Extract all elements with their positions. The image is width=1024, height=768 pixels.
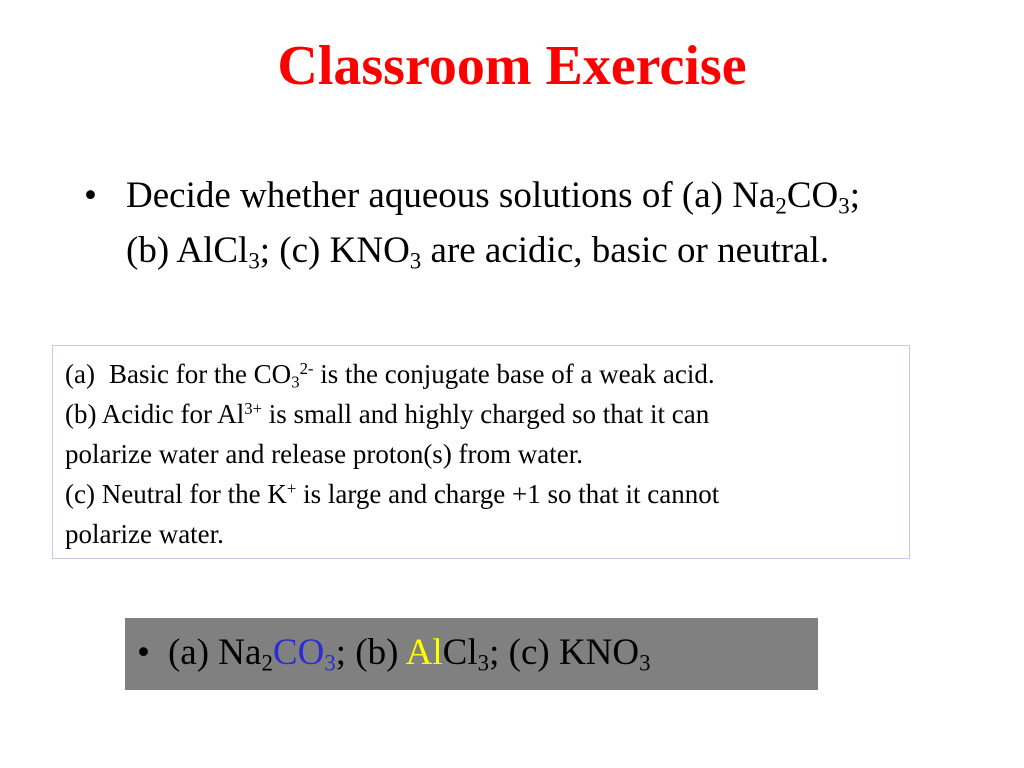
subscript: 3: [291, 372, 300, 392]
bullet-dot: •: [137, 632, 150, 673]
superscript: +: [286, 478, 297, 498]
bullet-dot: •: [84, 175, 97, 216]
carbonate-highlight: [272, 632, 336, 676]
subscript: 3: [639, 650, 651, 676]
highlight-part: ; (c) KNO: [489, 632, 640, 673]
answer-line-a: [65, 354, 899, 394]
highlight-part: Cl: [442, 632, 478, 673]
answer-part: Basic for the CO: [108, 359, 292, 389]
subscript: 2: [261, 650, 273, 676]
highlight-part: ; (b): [335, 632, 406, 673]
aluminum-highlight: Al: [405, 632, 443, 673]
subscript: 3: [409, 248, 422, 274]
answer-part: is large and charge +1 so that it cannot: [296, 479, 720, 509]
answer-line-c: [65, 474, 899, 514]
question-text: [126, 168, 906, 278]
answer-part: (c) Neutral for the K: [65, 479, 287, 509]
subscript: 3: [477, 650, 490, 676]
subscript: 3: [248, 248, 260, 274]
answer-part: is small and highly charged so that it can: [262, 399, 710, 429]
answer-line-c2: polarize water.: [65, 519, 224, 549]
subscript: 2: [775, 193, 787, 219]
highlight-part: (a) Na: [167, 632, 262, 673]
question-part: are acidic, basic or neutral.: [421, 230, 830, 271]
question-part: ; (c) KNO: [259, 230, 410, 271]
highlight-box: [125, 618, 818, 690]
answer-box: [52, 345, 910, 559]
subscript: 3: [838, 193, 850, 219]
question-part: CO: [786, 175, 839, 216]
superscript: 3+: [244, 398, 263, 418]
question-part: ; (b) AlCl: [126, 175, 860, 271]
subscript: 3: [324, 650, 336, 676]
answer-part: is the conjugate base of a weak acid.: [313, 359, 715, 389]
answer-line-b: [65, 394, 899, 434]
answer-label-a: (a): [65, 359, 95, 389]
question-part: Decide whether aqueous solutions of (a) Na: [126, 175, 776, 216]
slide-title: Classroom Exercise: [277, 35, 747, 97]
highlight-part: CO: [272, 632, 325, 673]
answer-part: (b) Acidic for Al: [65, 399, 245, 429]
answer-line-b2: polarize water and release proton(s) from water.: [65, 439, 584, 469]
superscript: 2-: [299, 358, 314, 378]
